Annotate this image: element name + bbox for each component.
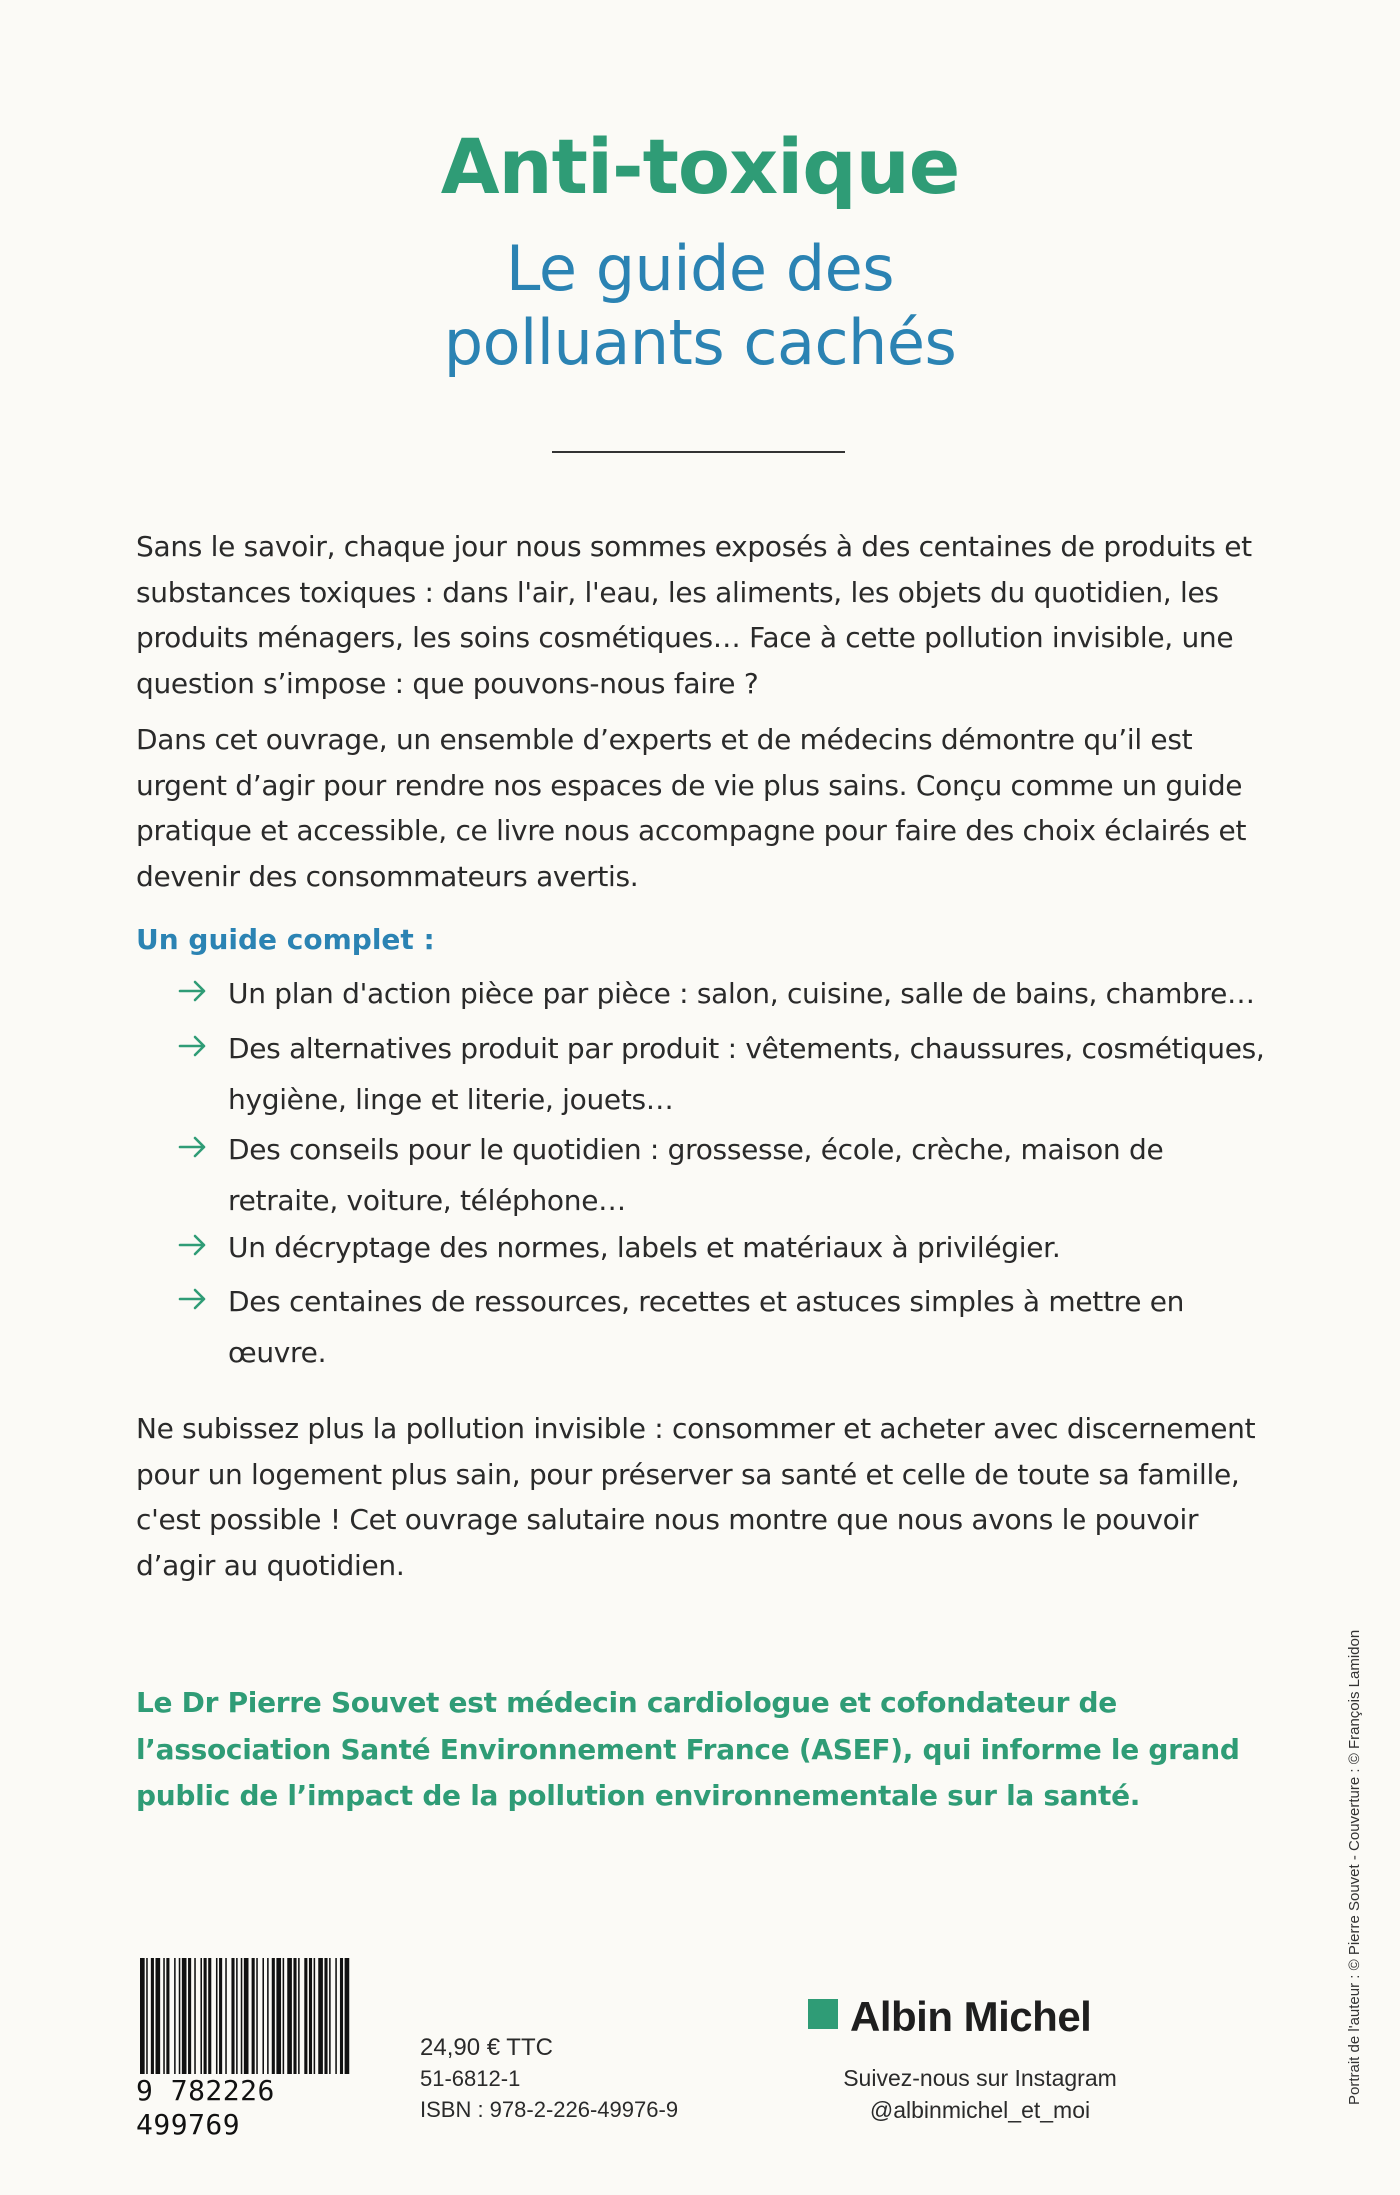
price: 24,90 € TTC xyxy=(420,2034,553,2061)
instagram-prompt: Suivez-nous sur Instagram xyxy=(843,2065,1117,2091)
guide-bullet-text: Un plan d'action pièce par pièce : salon, cuisine, salle de bains, chambre… xyxy=(228,977,1255,1010)
arrow-right-icon xyxy=(176,1124,212,1170)
photo-credit: Portrait de l'auteur : © Pierre Souvet - Couverture : © François Lamidon xyxy=(1346,1629,1363,2105)
book-title: Anti-toxique xyxy=(440,122,960,211)
arrow-right-icon xyxy=(176,1276,212,1322)
subtitle-line-2: polluants cachés xyxy=(443,306,957,379)
guide-bullet-text: Des centaines de ressources, recettes et astuces simples à mettre en œuvre. xyxy=(228,1285,1185,1369)
conclusion-paragraph: Ne subissez plus la pollution invisible : consommer et acheter avec discernement pour un logement plus sain, pour préserver sa santé et celle de toute sa famille, c'est possible ! Cet ouvrage salutaire nous montre que nous avons le pouvoir d’agir au quotidien. xyxy=(136,1412,1256,1582)
subtitle-line-1: Le guide des xyxy=(505,232,895,305)
publisher-square-icon xyxy=(808,1999,838,2029)
guide-bullet-text: Des alternatives produit par produit : vêtements, chaussures, cosmétiques, hygiène, linge et literie, jouets… xyxy=(228,1032,1265,1116)
guide-heading: Un guide complet : xyxy=(136,923,435,956)
intro-paragraph-2: Dans cet ouvrage, un ensemble d’experts et de médecins démontre qu’il est urgent d’agir pour rendre nos espaces de vie plus sains. Conçu comme un guide pratique et accessible, ce livre nous accompagne pour faire des choix éclairés et devenir des consommateurs avertis. xyxy=(136,723,1247,893)
publisher-name: Albin Michel xyxy=(850,1993,1092,2040)
isbn: ISBN : 978-2-226-49976-9 xyxy=(420,2097,679,2122)
instagram-handle: @albinmichel_et_moi xyxy=(869,2097,1091,2123)
arrow-right-icon xyxy=(176,968,212,1014)
intro-paragraph-1: Sans le savoir, chaque jour nous sommes exposés à des centaines de produits et substances toxiques : dans l'air, l'eau, les aliments, les objets du quotidien, les produits ménagers, les soins cosmétiques… Face à cette pollution invisible, une question s’impose : que pouvons-nous faire ? xyxy=(136,530,1252,700)
product-code: 51-6812-1 xyxy=(420,2066,521,2091)
title-divider xyxy=(552,451,845,453)
author-bio: Le Dr Pierre Souvet est médecin cardiologue et cofondateur de l’association Santé Environnement France (ASEF), qui informe le grand public de l’impact de la pollution environnementale sur la santé. xyxy=(136,1686,1240,1812)
arrow-right-icon xyxy=(176,1023,212,1069)
guide-bullet-text: Un décryptage des normes, labels et matériaux à privilégier. xyxy=(228,1231,1061,1264)
book-subtitle xyxy=(0,232,1400,380)
barcode-digits: 9 782226 499769 xyxy=(136,2074,396,2142)
book-info xyxy=(420,2032,678,2125)
guide-bullet-text: Des conseils pour le quotidien : grossesse, école, crèche, maison de retraite, voiture, téléphone… xyxy=(228,1133,1164,1217)
arrow-right-icon xyxy=(176,1222,212,1268)
